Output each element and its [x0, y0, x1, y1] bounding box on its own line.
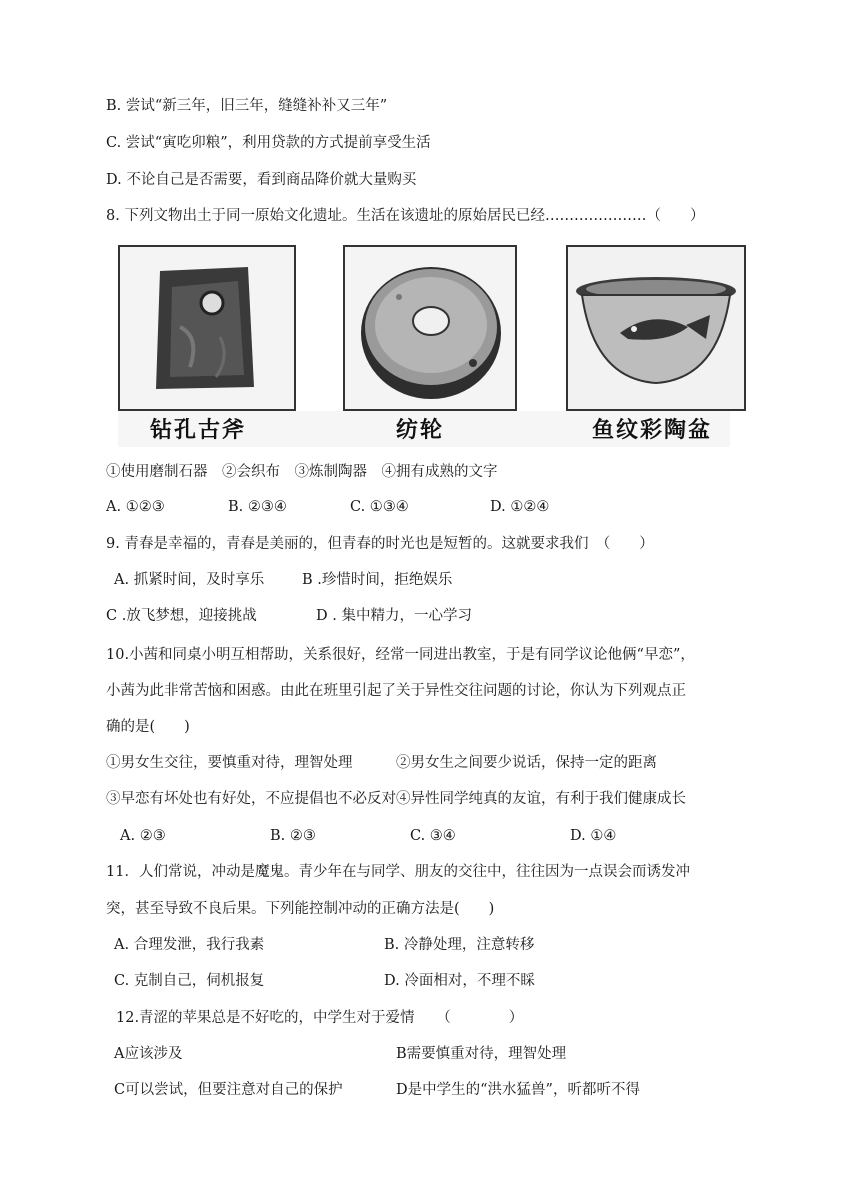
q9-option-c: C .放飞梦想，迎接挑战: [106, 608, 257, 624]
q10-stem-line3: 确的是( ): [106, 719, 190, 735]
q12-option-c: C可以尝试，但要注意对自己的保护: [114, 1082, 343, 1098]
q10-option-d: D. ①④: [570, 828, 617, 844]
q8-stem: 8. 下列文物出土于同一原始文化遗址。生活在该遗址的原始居民已经…………………（ ）: [106, 208, 705, 224]
q8-option-a: A. ①②③: [106, 499, 165, 515]
q8-statements: ①使用磨制石器 ②会织布 ③炼制陶器 ④拥有成熟的文字: [106, 464, 498, 480]
q12-option-a: A应该涉及: [114, 1046, 183, 1062]
caption-axe: 钻孔古斧: [150, 418, 247, 443]
q12-option-b: B需要慎重对待，理智处理: [396, 1046, 567, 1062]
q11-option-d: D. 冷面相对，不理不睬: [384, 973, 535, 989]
q7-option-b: B. 尝试“新三年，旧三年，缝缝补补又三年”: [106, 98, 388, 114]
q11-option-c: C. 克制自己，伺机报复: [114, 973, 265, 989]
q10-option-c: C. ③④: [410, 828, 456, 844]
q11-option-b: B. 冷静处理，注意转移: [384, 937, 535, 953]
q10-stem-line1: 10.小茜和同桌小明互相帮助，关系很好，经常一同进出教室，于是有同学议论他俩“早恋”，: [106, 647, 695, 663]
q7-option-c: C. 尝试“寅吃卯粮”，利用贷款的方式提前享受生活: [106, 135, 431, 151]
caption-basin: 鱼纹彩陶盆: [592, 418, 713, 443]
q11-stem-line1: 11．人们常说，冲动是魔鬼。青少年在与同学、朋友的交往中，往往因为一点误会而诱发冲: [106, 864, 690, 880]
q8-option-c: C. ①③④: [350, 499, 409, 515]
q10-statements-1: ①男女生交往，要慎重对待，理智处理 ②男女生之间要少说话，保持一定的距离: [106, 755, 657, 771]
q10-statements-2: ③早恋有坏处也有好处，不应提倡也不必反对④异性同学纯真的友谊，有利于我们健康成长: [106, 791, 686, 807]
artifact-photo-spindle: [343, 245, 517, 411]
fish-basin-illustration: [568, 247, 744, 409]
q9-option-d: D . 集中精力，一心学习: [316, 608, 472, 624]
q8-option-d: D. ①②④: [490, 499, 550, 515]
q10-stem-line2: 小茜为此非常苦恼和困惑。由此在班里引起了关于异性交往问题的讨论，你认为下列观点正: [106, 683, 686, 699]
artifact-photo-axe: [118, 245, 296, 411]
q9-stem: 9. 青春是幸福的，青春是美丽的，但青春的时光也是短暂的。这就要求我们 （ ）: [106, 536, 654, 552]
q8-option-b: B. ②③④: [228, 499, 287, 515]
q9-option-b: B .珍惜时间，拒绝娱乐: [302, 572, 453, 588]
q7-option-d: D. 不论自己是否需要，看到商品降价就大量购买: [106, 172, 417, 188]
q12-stem: 12.青涩的苹果总是不好吃的，中学生对于爱情 （ ）: [116, 1010, 524, 1026]
q11-option-a: A. 合理发泄，我行我素: [114, 937, 265, 953]
spindle-whorl-illustration: [345, 247, 515, 409]
artifact-photo-basin: [566, 245, 746, 411]
axe-illustration: [120, 247, 294, 409]
q10-option-b: B. ②③: [270, 828, 316, 844]
caption-spindle: 纺轮: [396, 418, 445, 443]
q10-option-a: A. ②③: [120, 828, 166, 844]
q11-stem-line2: 突，甚至导致不良后果。下列能控制冲动的正确方法是( ): [106, 901, 495, 917]
q9-option-a: A. 抓紧时间，及时享乐: [114, 572, 265, 588]
q12-option-d: D是中学生的“洪水猛兽”，听都听不得: [396, 1082, 640, 1098]
